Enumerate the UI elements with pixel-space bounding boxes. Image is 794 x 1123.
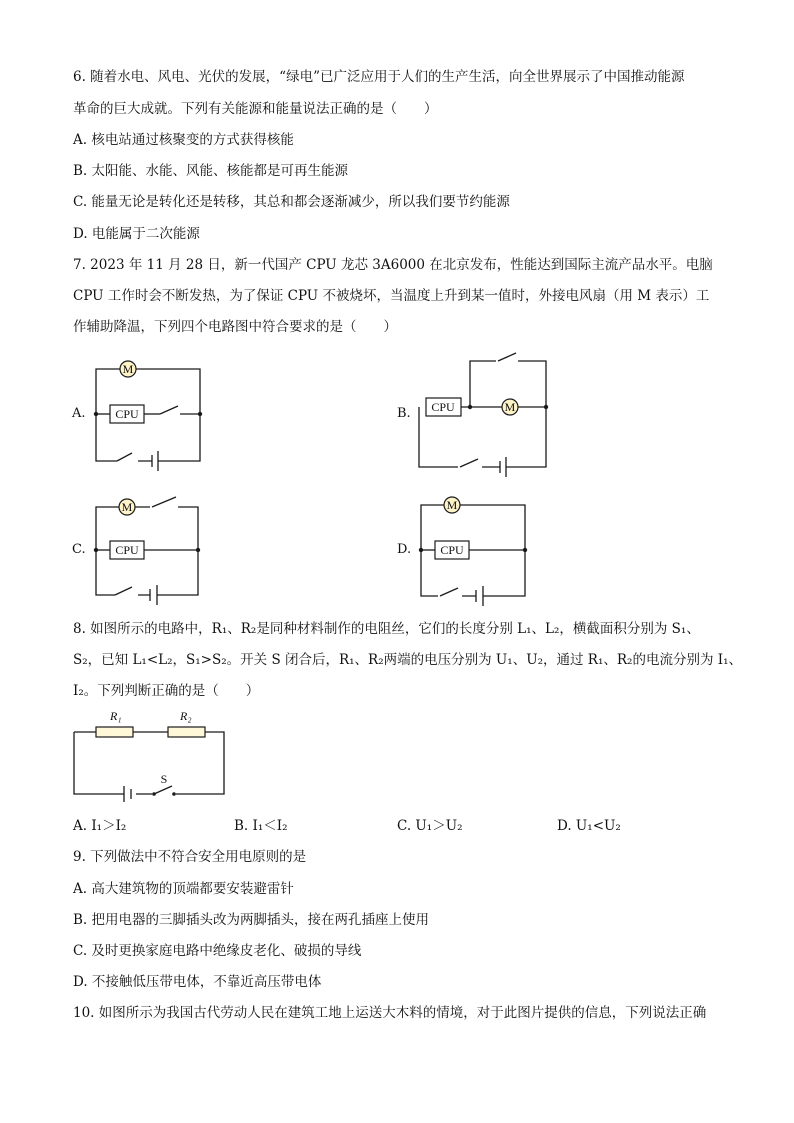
q9-option-d: D. 不接触低压带电体，不靠近高压带电体 xyxy=(73,974,322,990)
q9-option-a: A. 高大建筑物的顶端都要安装避雷针 xyxy=(73,881,294,897)
q9-option-c: C. 及时更换家庭电路中绝缘皮老化、破损的导线 xyxy=(73,943,362,959)
q8-option-d: D. U₁<U₂ xyxy=(557,818,621,834)
cpu-label-c: CPU xyxy=(115,543,139,557)
q8-option-a: A. I₁＞I₂ xyxy=(73,818,127,834)
q8-stem-line3: I₂。下列判断正确的是（ ） xyxy=(73,683,260,699)
r1-label: R₁ xyxy=(110,709,122,723)
cpu-label-a: CPU xyxy=(115,407,139,421)
q8-stem-line2: S₂，已知 L₁<L₂，S₁>S₂。开关 S 闭合后，R₁、R₂两端的电压分别为 U₁、U₂，通过 R₁、R₂的电流分别为 I₁、 xyxy=(73,652,742,668)
circuit-d xyxy=(419,497,527,606)
cpu-label-b: CPU xyxy=(431,400,455,414)
q7-option-c-label: C. xyxy=(72,542,86,557)
q6-option-d: D. 电能属于二次能源 xyxy=(73,226,200,242)
q8-option-b: B. I₁＜I₂ xyxy=(234,818,288,834)
q7-option-a-label: A. xyxy=(72,406,86,421)
q6-option-c: C. 能量无论是转化还是转移，其总和都会逐渐减少，所以我们要节约能源 xyxy=(73,194,510,210)
q7-stem-line2: CPU 工作时会不断发热，为了保证 CPU 不被烧坏，当温度上升到某一值时，外接电风扇（用 M 表示）工 xyxy=(73,288,710,304)
q7-stem-line1: 7. 2023 年 11 月 28 日，新一代国产 CPU 龙芯 3A6000 在北京发布，性能达到国际主流产品水平。电脑 xyxy=(73,257,713,273)
circuit-b xyxy=(419,353,548,477)
resistor-r2 xyxy=(168,727,205,737)
q9-option-b: B. 把用电器的三脚插头改为两脚插头，接在两孔插座上使用 xyxy=(73,912,430,928)
q8-circuit xyxy=(74,727,224,802)
q6-stem-line2: 革命的巨大成就。下列有关能源和能量说法正确的是（ ） xyxy=(73,101,438,117)
circuit-c xyxy=(94,497,200,605)
motor-label-d: M xyxy=(446,498,458,512)
q8-option-c: C. U₁＞U₂ xyxy=(397,818,463,834)
q6-option-a: A. 核电站通过核聚变的方式获得核能 xyxy=(73,132,294,148)
r2-label: R₂ xyxy=(180,709,192,723)
motor-label-c: M xyxy=(121,500,133,514)
q7-option-b-label: B. xyxy=(397,406,411,421)
motor-label-a: M xyxy=(122,362,134,376)
q9-stem: 9. 下列做法中不符合安全用电原则的是 xyxy=(73,849,307,865)
cpu-label-d: CPU xyxy=(440,543,464,557)
q7-stem-line3: 作辅助降温，下列四个电路图中符合要求的是（ ） xyxy=(73,319,397,335)
resistor-r1 xyxy=(96,727,133,737)
q7-option-d-label: D. xyxy=(397,542,412,557)
q8-stem-line1: 8. 如图所示的电路中，R₁、R₂是同种材料制作的电阻丝，它们的长度分别 L₁、L₂，横截面积分别为 S₁、 xyxy=(73,621,700,637)
q6-stem-line1: 6. 随着水电、风电、光伏的发展，“绿电”已广泛应用于人们的生产生活，向全世界展示了中国推动能源 xyxy=(73,69,685,85)
circuit-a xyxy=(94,361,202,471)
switch-label: S xyxy=(160,772,168,786)
motor-label-b: M xyxy=(504,400,516,414)
q10-stem-line1: 10. 如图所示为我国古代劳动人民在建筑工地上运送大木料的情境，对于此图片提供的信息，下列说法正确 xyxy=(73,1005,707,1021)
q6-option-b: B. 太阳能、水能、风能、核能都是可再生能源 xyxy=(73,163,349,179)
